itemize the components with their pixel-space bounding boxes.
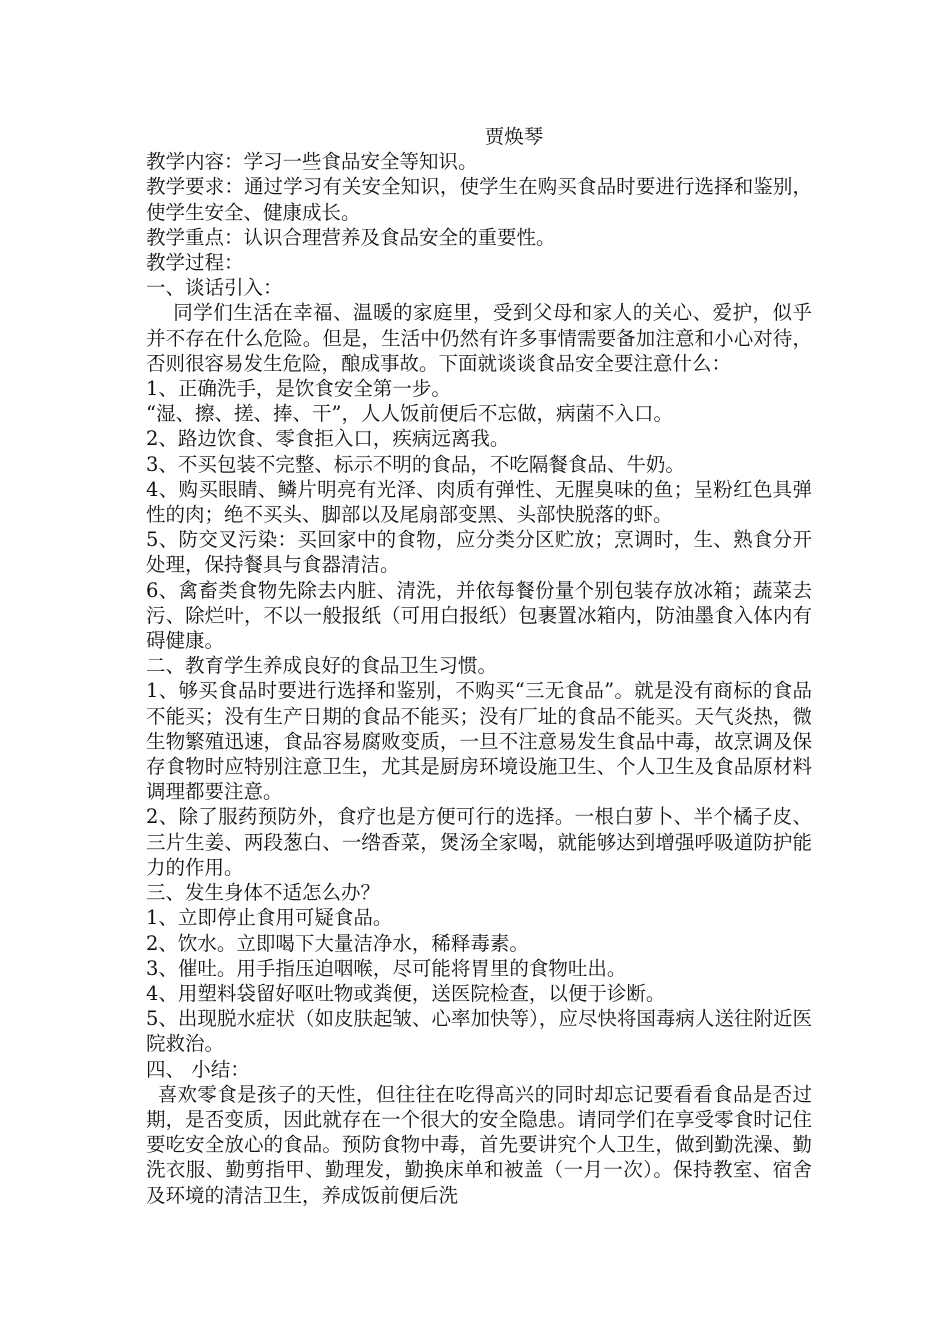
list-item: 3、不买包装不完整、标示不明的食品，不吃隔餐食品、牛奶。 xyxy=(146,452,685,476)
list-item: 2、饮水。立即喝下大量洁净水，稀释毒素。 xyxy=(146,931,529,955)
section-heading-1: 一、谈话引入： xyxy=(146,276,283,300)
list-item: 1、立即停止食用可疑食品。 xyxy=(146,906,393,930)
intro-paragraph: 同学们生活在幸福、温暖的家庭里，受到父母和家人的关心、爱护，似乎并不存在什么危险。但是，生活中仍然有许多事情需要备加注意和小心对待，否则很容易发生危险，酿成事故。下面就谈谈食品安全要注意什么： xyxy=(146,301,812,375)
list-item: 2、除了服药预防外，食疗也是方便可行的选择。一根白萝卜、半个橘子皮、三片生姜、两段葱白、一绺香菜，煲汤全家喝，就能够达到增强呼吸道防护能力的作用。 xyxy=(146,805,812,879)
list-item: 6、禽畜类食物先除去内脏、清洗，并依每餐份量个别包装存放冰箱；蔬菜去污、除烂叶，不以一般报纸（可用白报纸）包裹置冰箱内，防油墨食入体内有碍健康。 xyxy=(146,578,812,653)
list-item: 5、出现脱水症状（如皮肤起皱、心率加快等），应尽快将国毒病人送往附近医院救治。 xyxy=(146,1007,812,1056)
document-title: 贾焕琴 xyxy=(484,125,544,148)
list-item: 3、催吐。用手指压迫咽喉，尽可能将胃里的食物吐出。 xyxy=(146,956,627,980)
list-item: “湿、擦、搓、捧、干”，人人饭前便后不忘做，病菌不入口。 xyxy=(146,402,673,426)
document-body xyxy=(146,124,812,1208)
section-heading-2: 二、教育学生养成良好的食品卫生习惯。 xyxy=(146,654,498,678)
list-item: 5、防交叉污染：买回家中的食物，应分类分区贮放；烹调时，生、熟食分开处理，保持餐具与食器清洁。 xyxy=(146,528,812,577)
list-item: 4、购买眼睛、鳞片明亮有光泽、肉质有弹性、无腥臭味的鱼；呈粉红色具弹性的肉；绝不买头、脚部以及尾扇部变黑、头部快脱落的虾。 xyxy=(146,477,812,527)
teaching-content: 教学内容：学习一些食品安全等知识。 xyxy=(146,150,478,174)
section-heading-4: 四、 小结： xyxy=(146,1057,250,1081)
summary-paragraph: 喜欢零食是孩子的天性，但往往在吃得高兴的同时却忘记要看看食品是否过期，是否变质，因此就存在一个很大的安全隐患。请同学们在享受零食时记住要吃安全放心的食品。预防食物中毒，首先要讲究个人卫生，做到勤洗澡、勤洗衣服、勤剪指甲、勤理发，勤换床单和被盖（一月一次）。保持教室、宿舍及环境的清洁卫生，养成饭前便后洗 xyxy=(146,1082,812,1207)
teaching-focus: 教学重点：认识合理营养及食品安全的重要性。 xyxy=(146,225,556,249)
list-item: 4、用塑料袋留好呕吐物或粪便，送医院检查，以便于诊断。 xyxy=(146,981,666,1005)
teaching-requirements: 教学要求：通过学习有关安全知识，使学生在购买食品时要进行选择和鉴别，使学生安全、健康成长。 xyxy=(146,175,812,224)
list-item: 1、够买食品时要进行选择和鉴别，不购买“三无食品”。就是没有商标的食品不能买；没有生产日期的食品不能买；没有厂址的食品不能买。天气炎热，微生物繁殖迅速，食品容易腐败变质，一旦不注意易发生食品中毒，故烹调及保存食物时应特别注意卫生，尤其是厨房环境设施卫生、个人卫生及食品原材料调理都要注意。 xyxy=(146,679,812,804)
list-item: 1、正确洗手，是饮食安全第一步。 xyxy=(146,377,451,401)
section-heading-3: 三、发生身体不适怎么办？ xyxy=(146,881,381,905)
list-item: 2、路边饮食、零食拒入口，疾病远离我。 xyxy=(146,427,510,451)
teaching-process-heading: 教学过程： xyxy=(146,251,244,275)
